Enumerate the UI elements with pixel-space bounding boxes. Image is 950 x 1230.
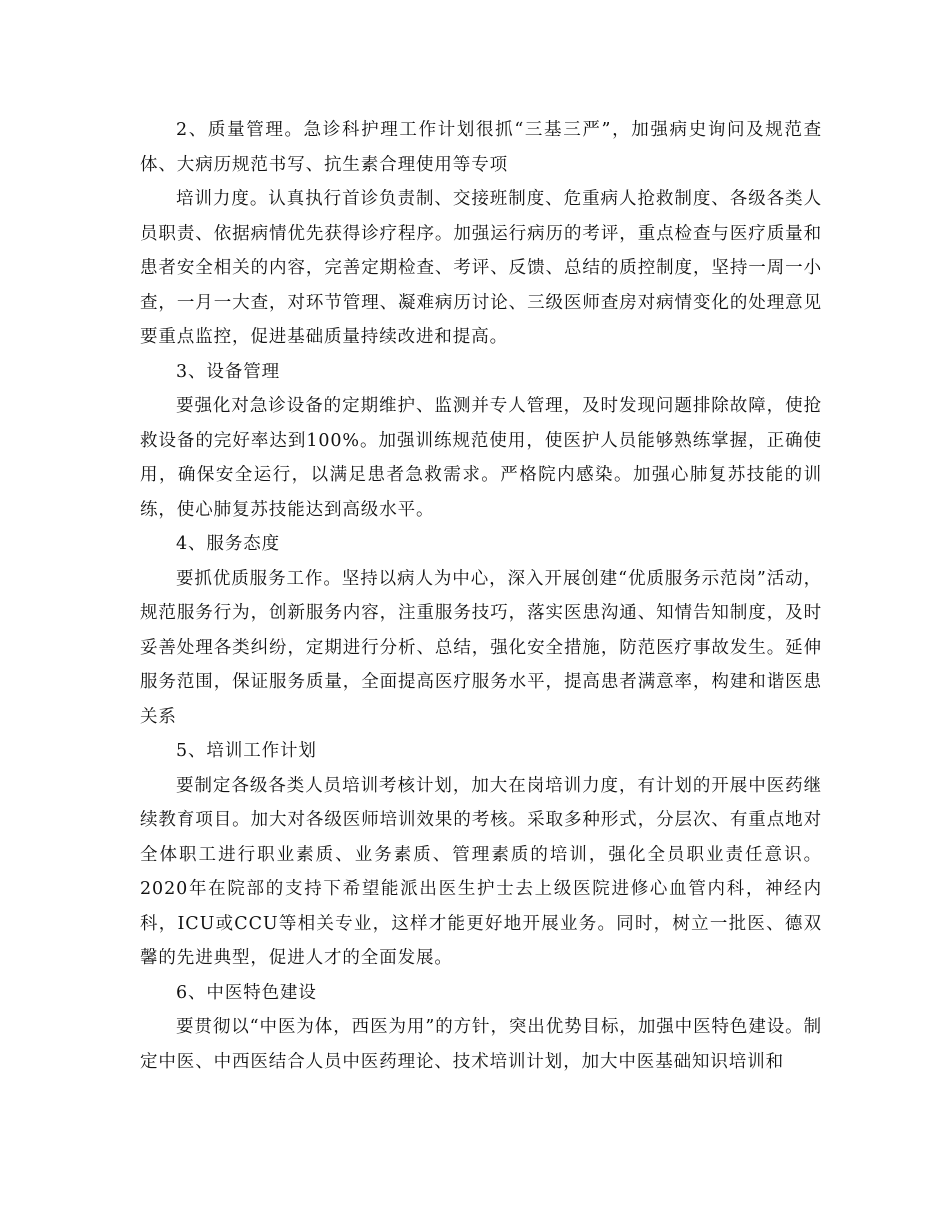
paragraph-quality-management: 2、质量管理。急诊科护理工作计划很抓“三基三严”，加强病史询问及规范查体、大病历规范书写、抗生素合理使用等专项 bbox=[140, 120, 822, 175]
paragraph-equipment-management: 要强化对急诊设备的定期维护、监测并专人管理，及时发现问题排除故障，使抢救设备的完好率达到100%。加强训练规范使用，使医护人员能够熟练掌握，正确使用，确保安全运行，以满足患者急救需求。严格院内感染。加强心肺复苏技能的训练，使心肺复苏技能达到高级水平。 bbox=[140, 396, 822, 520]
paragraph-service-attitude: 要抓优质服务工作。坚持以病人为中心，深入开展创建“优质服务示范岗”活动，规范服务行为，创新服务内容，注重服务技巧，落实医患沟通、知情告知制度，及时妥善处理各类纠纷，定期进行分析、总结，强化安全措施，防范医疗事故发生。延伸服务范围，保证服务质量，全面提高医疗服务水平，提高患者满意率，构建和谐医患关系 bbox=[140, 568, 822, 727]
paragraph-training-intensity: 培训力度。认真执行首诊负责制、交接班制度、危重病人抢救制度、各级各类人员职责、依据病情优先获得诊疗程序。加强运行病历的考评，重点检查与医疗质量和患者安全相关的内容，完善定期检查、考评、反馈、总结的质控制度，坚持一周一小查，一月一大查，对环节管理、凝难病历讨论、三级医师查房对病情变化的处理意见要重点监控，促进基础质量持续改进和提高。 bbox=[140, 189, 822, 347]
paragraph-tcm-construction: 要贯彻以“中医为体，西医为用”的方针，突出优势目标，加强中医特色建设。制定中医、中西医结合人员中医药理论、技术培训计划，加大中医基础知识培训和 bbox=[140, 1017, 822, 1072]
heading-tcm-construction: 6、中医特色建设 bbox=[176, 982, 317, 1003]
document-page bbox=[140, 113, 822, 1079]
heading-service-attitude: 4、服务态度 bbox=[176, 534, 281, 554]
paragraph-training-plan: 要制定各级各类人员培训考核计划，加大在岗培训力度，有计划的开展中医药继续教育项目。加大对各级医师培训效果的考核。采取多种形式，分层次、有重点地对全体职工进行职业素质、业务素质、管理素质的培训，强化全员职业责任意识。2020年在院部的支持下希望能派出医生护士去上级医院进修心血管内科，神经内科，ICU或CCU等相关专业，这样才能更好地开展业务。同时，树立一批医、德双馨的先进典型，促进人才的全面发展。 bbox=[140, 775, 822, 968]
heading-training-plan: 5、培训工作计划 bbox=[176, 741, 317, 761]
heading-equipment-management: 3、设备管理 bbox=[176, 361, 281, 382]
